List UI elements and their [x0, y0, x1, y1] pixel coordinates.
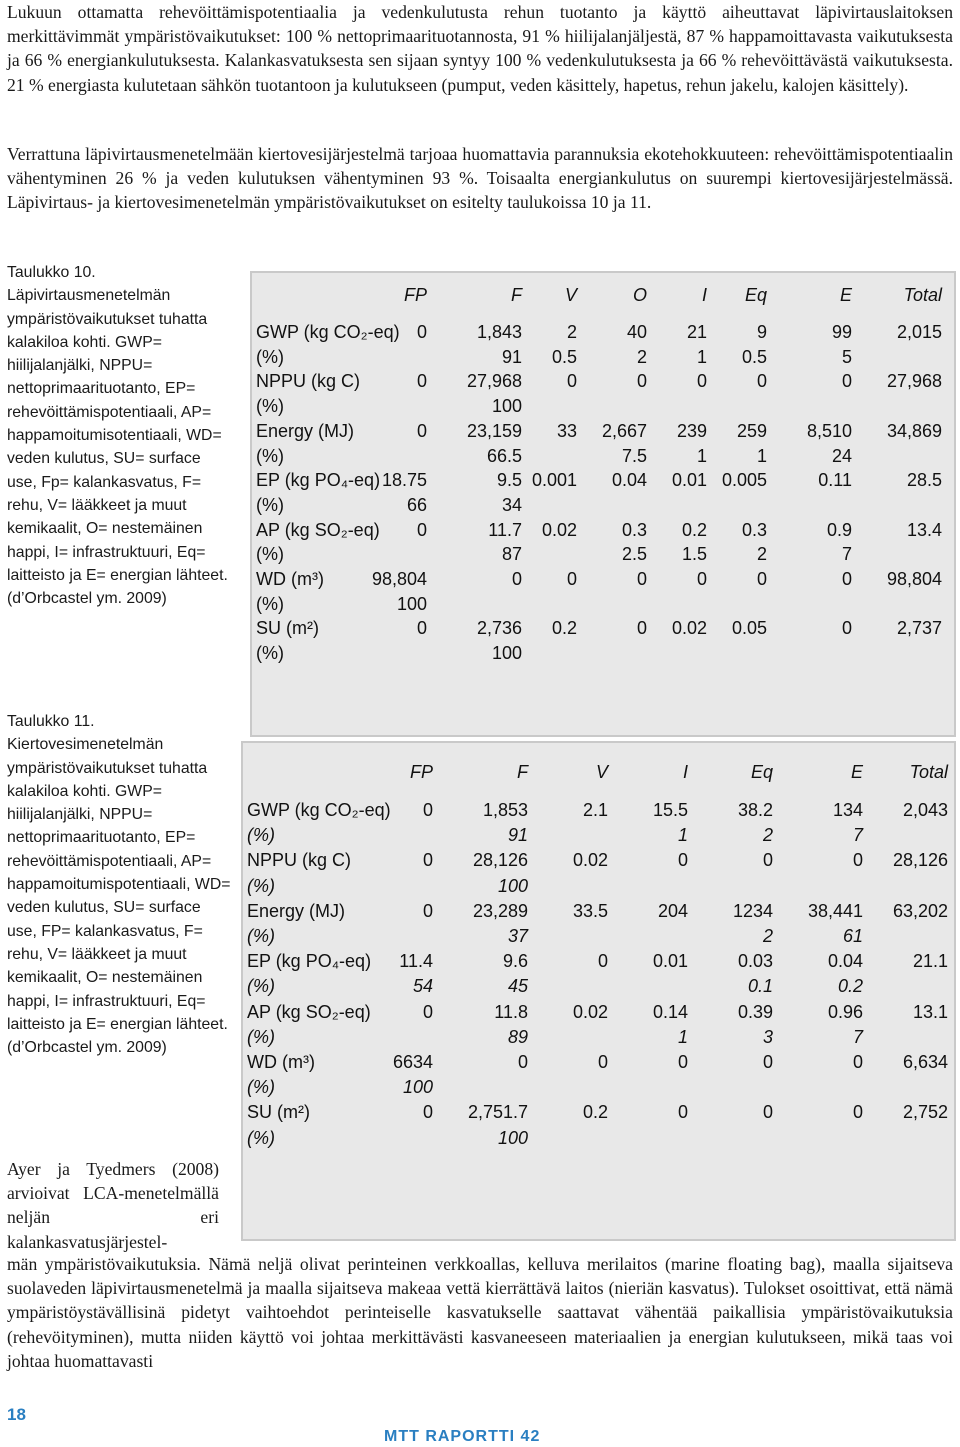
column-header: Total — [909, 762, 948, 782]
table-cell: 0.2 — [837, 976, 863, 997]
column-header: Eq — [750, 762, 773, 782]
row-label: (%) — [247, 825, 275, 846]
table-cell: 33.5 — [572, 900, 608, 921]
table-cell: 0.2 — [681, 519, 707, 540]
page-number: 18 — [7, 1405, 26, 1424]
table-cell: 0 — [416, 618, 427, 639]
table-cell: 0 — [597, 1052, 608, 1072]
table-cell: 2.5 — [621, 544, 647, 565]
table-cell: 0 — [852, 1052, 863, 1072]
table-cell: 87 — [501, 544, 522, 565]
table-cell: 37 — [507, 926, 528, 946]
table-cell: 2.1 — [582, 800, 608, 820]
table-cell: 0 — [677, 850, 688, 871]
table-cell: 91 — [501, 346, 522, 367]
column-header: O — [632, 285, 647, 305]
table-header-row — [243, 760, 954, 790]
table-cell: 11.7 — [488, 519, 522, 540]
table-cell: 259 — [736, 420, 767, 441]
column-header: Eq — [744, 285, 767, 305]
table-cell: 0 — [762, 1102, 773, 1123]
body-paragraph: Ayer ja Tyedmers (2008) arvioivat LCA-menetelmällä neljän eri kalankasvatusjärjestel- — [7, 1159, 219, 1252]
table-cell: 0 — [636, 371, 647, 392]
column-header: I — [682, 762, 688, 782]
table-cell: 2,015 — [896, 322, 942, 342]
table-cell: 1 — [677, 1026, 688, 1047]
table-cell: 0.05 — [731, 618, 767, 639]
table-cell: 23,289 — [472, 900, 528, 921]
table-cell: 2,043 — [902, 800, 948, 820]
table-row — [252, 641, 954, 671]
table-cell: 1 — [677, 825, 688, 846]
row-label: (%) — [247, 976, 275, 997]
table-header-row — [252, 283, 954, 313]
table-cell: 0.3 — [621, 519, 647, 540]
table-cell: 0 — [416, 371, 427, 392]
column-header: V — [564, 285, 577, 305]
table-cell: 45 — [507, 976, 528, 997]
table-cell: 34,869 — [886, 420, 942, 441]
table-cell: 7 — [852, 825, 863, 846]
table-image — [250, 271, 956, 737]
table-cell: 27,968 — [466, 371, 522, 392]
table-cell: 38,441 — [807, 900, 863, 921]
table-cell: 18.75 — [381, 470, 427, 491]
table-cell: 28,126 — [472, 850, 528, 871]
row-label: NPPU (kg C) — [247, 850, 352, 871]
table-cell: 0.14 — [652, 1001, 688, 1022]
table-cell: 8,510 — [806, 420, 852, 441]
row-label: GWP (kg CO₂-eq) — [247, 800, 391, 820]
table-cell: 100 — [497, 875, 528, 896]
body-paragraph: Lukuun ottamatta rehevöittämispotentiaalia ja vedenkulutusta rehun tuotanto ja käyttö aiheuttavat läpivirtauslaitoksen merkittävimmät ympäristövaikutukset: 100 % nettoprimaarituotannosta, 91 % hiilijalanjäljestä, 87 % happamoittavasta vaikutuksesta ja 66 % energiankulutuksesta. Kalankasvatuksesta sen sijaan syntyy 100 % vedenkulutuksesta ja 66 % rehevöittävästä vaikutuksesta. 21 % energiasta kulutetaan sähkön tuotantoon ja kulutukseen (pumput, veden käsittely, hapetus, rehun jakelu, kalojen käsittely). — [7, 2, 953, 95]
table-cell: 0.5 — [741, 346, 767, 367]
table-cell: 100 — [396, 593, 427, 614]
table-cell: 0 — [511, 569, 522, 589]
table-cell: 0 — [841, 569, 852, 589]
table-cell: 0.39 — [737, 1001, 773, 1022]
table-cell: 0.2 — [551, 618, 577, 639]
table-cell: 0 — [756, 569, 767, 589]
table-cell: 66 — [406, 494, 427, 515]
row-label: (%) — [256, 544, 284, 565]
row-label: (%) — [247, 1127, 275, 1148]
table-cell: 0 — [762, 850, 773, 871]
table-cell: 0 — [636, 569, 647, 589]
table-cell: 239 — [676, 420, 707, 441]
column-header: F — [517, 762, 528, 782]
row-label: (%) — [256, 346, 284, 367]
row-label: (%) — [247, 1026, 275, 1047]
column-header: I — [701, 285, 707, 305]
table-cell: 1.5 — [681, 544, 707, 565]
row-label: GWP (kg CO₂-eq) — [256, 322, 400, 342]
table-cell: 0 — [762, 1052, 773, 1072]
table-cell: 100 — [402, 1077, 433, 1098]
column-header: F — [511, 285, 522, 305]
table-cell: 5 — [841, 346, 852, 367]
table-cell: 0 — [841, 618, 852, 639]
table-cell: 3 — [762, 1026, 773, 1047]
table-cell: 134 — [832, 800, 863, 820]
table-cell: 1234 — [732, 900, 773, 921]
table-cell: 9.5 — [496, 470, 522, 491]
table-cell: 99 — [831, 322, 852, 342]
body-paragraph: män ympäristövaikutuksia. Nämä neljä olivat perinteinen verkkoallas, kelluva merilaitos (marine floating bag), maalla sijaitseva suolaveden läpivirtausmenetelmä ja maalla sijaitseva makeaa vettä kierrättävä laitos (nieriän kasvatus). Tulokset osoittivat, että nämä ympäristöystävällisinä pidetyt vaihtoehdot perinteiselle kasvatukselle saattavat vähentää paikallisia ympäristövaikutuksia (rehevöityminen), mutta niiden käyttö voi johtaa merkittävästi kasvaneeseen materiaalien ja energian kulutukseen, mikä taas voi johtaa huomattavasti — [7, 1254, 953, 1371]
row-label: (%) — [247, 1077, 275, 1098]
table-cell: 0 — [566, 569, 577, 589]
table-cell: 7 — [841, 544, 852, 565]
table-cell: 2,736 — [476, 618, 522, 639]
table-cell: 98,804 — [371, 569, 427, 589]
table-cell: 0 — [841, 371, 852, 392]
table-cell: 98,804 — [886, 569, 942, 589]
table-cell: 0 — [422, 1102, 433, 1123]
row-label: (%) — [256, 445, 284, 466]
column-header: FP — [403, 285, 427, 305]
table-cell: 6634 — [392, 1052, 433, 1072]
row-label: (%) — [247, 875, 275, 896]
table-cell: 100 — [497, 1127, 528, 1148]
table-cell: 0.1 — [747, 976, 773, 997]
table-cell: 0 — [422, 800, 433, 820]
table-cell: 1 — [756, 445, 767, 466]
row-label: (%) — [247, 926, 275, 946]
table-cell: 40 — [626, 322, 647, 342]
table-cell: 0 — [416, 519, 427, 540]
table-cell: 28.5 — [906, 470, 942, 491]
row-label: AP (kg SO₂-eq) — [247, 1001, 371, 1022]
table-cell: 0.04 — [827, 951, 863, 972]
row-label: (%) — [256, 593, 284, 614]
table-cell: 28,126 — [892, 850, 948, 871]
column-header: E — [839, 285, 852, 305]
table-cell: 0.02 — [572, 1001, 608, 1022]
table-cell: 0.03 — [737, 951, 773, 972]
table-cell: 2 — [762, 926, 773, 946]
table-cell: 2,667 — [601, 420, 647, 441]
row-label: EP (kg PO₄-eq) — [256, 470, 381, 491]
table-cell: 89 — [507, 1026, 528, 1047]
table-cell: 0.02 — [671, 618, 707, 639]
column-header: FP — [409, 762, 433, 782]
footer-brand: MTT RAPORTTI 42 — [384, 1428, 541, 1445]
table-cell: 9 — [756, 322, 767, 342]
column-header: V — [595, 762, 608, 782]
table-cell: 0.5 — [551, 346, 577, 367]
table-cell: 11.4 — [399, 951, 433, 972]
table-cell: 0 — [597, 951, 608, 972]
table-cell: 0 — [852, 1102, 863, 1123]
table-cell: 204 — [657, 900, 688, 921]
table-cell: 0 — [677, 1052, 688, 1072]
column-header: Total — [903, 285, 942, 305]
table-cell: 34 — [501, 494, 522, 515]
table-cell: 2,752 — [902, 1102, 948, 1123]
table-cell: 2,751.7 — [467, 1102, 528, 1123]
table-cell: 1,843 — [476, 322, 522, 342]
table-cell: 9.6 — [502, 951, 528, 972]
table-cell: 63,202 — [892, 900, 948, 921]
table-cell: 2,737 — [896, 618, 942, 639]
table-cell: 7.5 — [621, 445, 647, 466]
table-cell: 2 — [566, 322, 577, 342]
table-cell: 61 — [842, 926, 863, 946]
table-cell: 0.02 — [541, 519, 577, 540]
table-cell: 0 — [696, 371, 707, 392]
table-cell: 33 — [556, 420, 577, 441]
table-caption: Taulukko 11. Kiertovesimenetelmän ympäristövaikutukset tuhatta kalakiloa kohti. GWP= hiilijalanjälki, NPPU= nettoprimaarituotanto, EP= rehevöittämispotentiaali, AP= happamoitumispotentiaali, WD= veden kulutus, SU= surface use, FP= kalankasvatus, F= rehu, V= lääkkeet ja muut kemikaalit, O= nestemäinen happi, I= infrastruktuuri, Eq= laitteisto ja E= energian lähteet. (d’Orbcastel ym. 2009) — [7, 713, 231, 1057]
table-cell: 0 — [416, 322, 427, 342]
row-label: SU (m²) — [256, 618, 319, 639]
table-cell: 38.2 — [737, 800, 773, 820]
table-cell: 100 — [491, 396, 522, 417]
table-cell: 7 — [852, 1026, 863, 1047]
row-label: (%) — [256, 396, 284, 417]
table-cell: 15.5 — [652, 800, 688, 820]
table-cell: 0 — [636, 618, 647, 639]
table-cell: 0.3 — [741, 519, 767, 540]
table-cell: 100 — [491, 643, 522, 664]
table-cell: 0.2 — [582, 1102, 608, 1123]
table-cell: 21.1 — [912, 951, 948, 972]
table-cell: 13.1 — [912, 1001, 948, 1022]
table-cell: 0 — [416, 420, 427, 441]
row-label: (%) — [256, 643, 284, 664]
table-image — [241, 741, 956, 1241]
table-cell: 1 — [696, 445, 707, 466]
table-cell: 0.005 — [721, 470, 767, 491]
table-cell: 0.9 — [826, 519, 852, 540]
table-cell: 6,634 — [902, 1052, 948, 1072]
row-label: Energy (MJ) — [247, 900, 346, 921]
table-cell: 0 — [696, 569, 707, 589]
column-header: E — [850, 762, 863, 782]
table-cell: 11.8 — [494, 1001, 528, 1022]
table-cell: 0 — [566, 371, 577, 392]
body-paragraph: Verrattuna läpivirtausmenetelmään kiertovesijärjestelmä tarjoaa huomattavia parannuksia ekotehokkuuteen: rehevöittämispotentiaalin vähentyminen 26 % ja veden kulutuksen vähentyminen 93 %. Toisaalta energiankulutus on suurempi kiertovesijärjestelmässä. Läpivirtaus- ja kiertovesimenetelmän ympäristövaikutukset on esitelty taulukoissa 10 ja 11. — [7, 144, 953, 213]
table-cell: 0 — [422, 850, 433, 871]
table-cell: 0.02 — [572, 850, 608, 871]
row-label: AP (kg SO₂-eq) — [256, 519, 380, 540]
table-cell: 27,968 — [886, 371, 942, 392]
table-cell: 1 — [696, 346, 707, 367]
table-cell: 0 — [422, 900, 433, 921]
table-cell: 2 — [762, 825, 773, 846]
row-label: NPPU (kg C) — [256, 371, 361, 392]
table-cell: 54 — [412, 976, 433, 997]
table-cell: 0.96 — [827, 1001, 863, 1022]
table-cell: 0.04 — [611, 470, 647, 491]
table-cell: 0 — [756, 371, 767, 392]
table-row — [243, 1126, 954, 1156]
table-caption: Taulukko 10. Läpivirtausmenetelmän ympäristövaikutukset tuhatta kalakiloa kohti. GWP= hiilijalanjälki, NPPU= nettoprimaarituotanto, EP= rehevöittämispotentiaali, AP= happamoitumisotentiaali, WD= veden kulutus, SU= surface use, Fp= kalankasvatus, F= rehu, V= lääkkeet ja muut kemikaalit, O= nestemäinen happi, I= infrastruktuuri, Eq= laitteisto ja E= energian lähteet. (d’Orbcastel ym. 2009) — [7, 264, 228, 608]
row-label: EP (kg PO₄-eq) — [247, 951, 372, 972]
table-cell: 23,159 — [466, 420, 522, 441]
table-cell: 2 — [636, 346, 647, 367]
table-cell: 0.11 — [818, 470, 852, 491]
table-cell: 24 — [831, 445, 852, 466]
table-cell: 0.01 — [671, 470, 707, 491]
table-cell: 1,853 — [482, 800, 528, 820]
table-cell: 0 — [852, 850, 863, 871]
table-cell: 21 — [686, 322, 707, 342]
table-cell: 0 — [677, 1102, 688, 1123]
table-cell: 0 — [517, 1052, 528, 1072]
row-label: SU (m²) — [247, 1102, 310, 1123]
table-cell: 91 — [507, 825, 528, 846]
table-cell: 0 — [422, 1001, 433, 1022]
row-label: (%) — [256, 494, 284, 515]
table-cell: 13.4 — [906, 519, 942, 540]
row-label: WD (m³) — [256, 569, 324, 589]
table-cell: 2 — [756, 544, 767, 565]
table-cell: 0.01 — [652, 951, 688, 972]
table-cell: 66.5 — [486, 445, 522, 466]
row-label: Energy (MJ) — [256, 420, 355, 441]
table-cell: 0.001 — [531, 470, 577, 491]
row-label: WD (m³) — [247, 1052, 315, 1072]
